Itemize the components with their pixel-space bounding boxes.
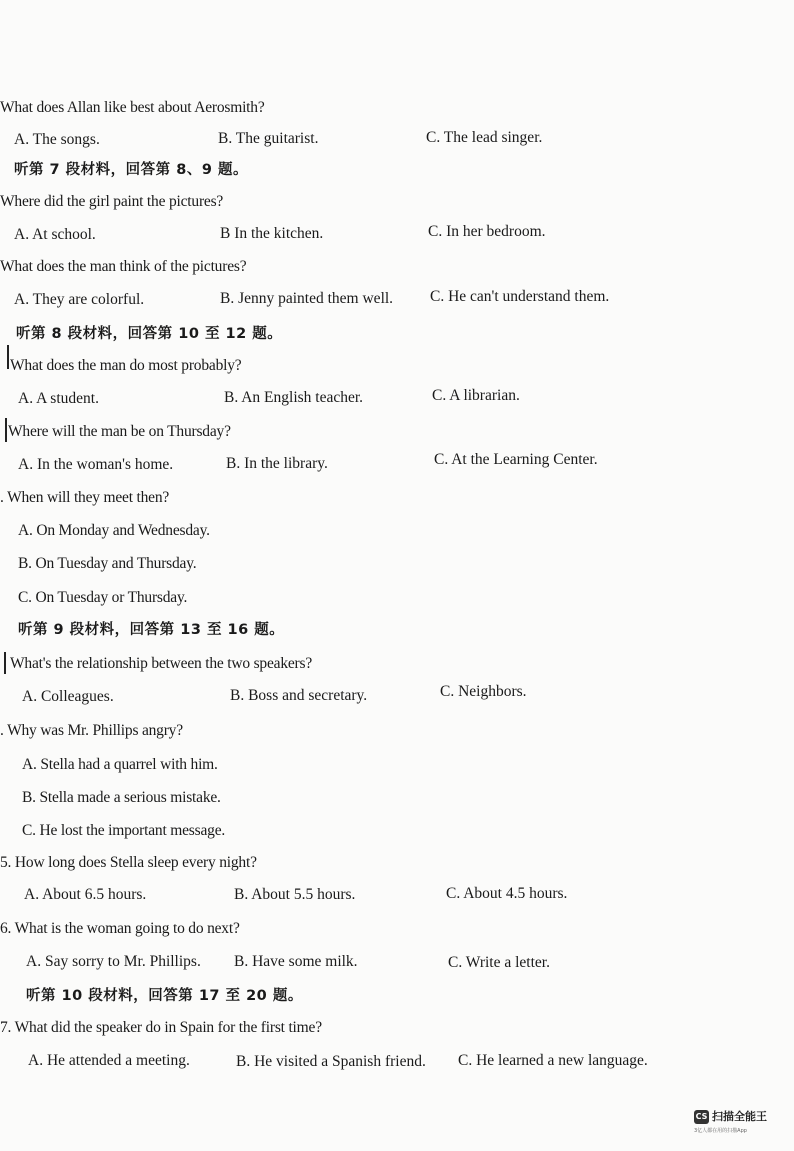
option-b: B. Jenny painted them well. (220, 290, 394, 307)
question-stem: . When will they meet then? (0, 489, 170, 506)
watermark-name: 扫描全能王 (712, 1110, 767, 1123)
option-b: B. He visited a Spanish friend. (236, 1053, 426, 1070)
option-b: B. Boss and secretary. (230, 687, 368, 704)
option-a: A. He attended a meeting. (28, 1052, 190, 1069)
watermark-tagline: 3亿人都在用的扫描App (694, 1128, 747, 1134)
question-stem: What does Allan like best about Aerosmith? (0, 99, 265, 116)
section-heading: 听第 10 段材料，回答第 17 至 20 题。 (26, 988, 303, 1004)
option-c: C. About 4.5 hours. (446, 885, 568, 902)
option-b: B In the kitchen. (220, 225, 324, 242)
question-stem: What does the man do most probably? (10, 357, 242, 374)
option-c: C. He lost the important message. (22, 822, 226, 839)
option-a: A. About 6.5 hours. (24, 886, 147, 903)
option-b: B. Have some milk. (234, 953, 358, 970)
option-a: A. At school. (14, 226, 96, 243)
option-c: C. He learned a new language. (458, 1052, 648, 1069)
camscanner-logo-icon: CS (694, 1110, 709, 1124)
option-c: C. At the Learning Center. (434, 451, 598, 468)
question-stem: Where will the man be on Thursday? (8, 423, 231, 440)
option-a: A. A student. (18, 390, 99, 407)
option-b: B. In the library. (226, 455, 328, 472)
question-stem: What's the relationship between the two speakers? (10, 655, 313, 672)
option-a: A. On Monday and Wednesday. (18, 522, 210, 539)
margin-mark (5, 418, 7, 442)
option-a: A. They are colorful. (14, 291, 145, 308)
option-c: C. Write a letter. (448, 954, 550, 971)
scanner-watermark (694, 1108, 774, 1138)
option-c: C. Neighbors. (440, 683, 527, 700)
option-c: C. In her bedroom. (428, 223, 546, 240)
question-stem: Where did the girl paint the pictures? (0, 193, 224, 210)
option-a: A. The songs. (14, 131, 100, 148)
option-a: A. Colleagues. (22, 688, 114, 705)
question-stem: . Why was Mr. Phillips angry? (0, 722, 183, 739)
option-b: B. On Tuesday and Thursday. (18, 555, 197, 572)
option-b: B. An English teacher. (224, 389, 364, 406)
section-heading: 听第 8 段材料，回答第 10 至 12 题。 (16, 326, 283, 342)
option-b: B. The guitarist. (218, 130, 319, 147)
margin-mark (4, 652, 6, 674)
option-a: A. In the woman's home. (18, 456, 174, 473)
question-stem: 5. How long does Stella sleep every night? (0, 854, 257, 871)
option-a: A. Say sorry to Mr. Phillips. (26, 953, 201, 970)
option-a: A. Stella had a quarrel with him. (22, 756, 218, 773)
option-c: C. He can't understand them. (430, 288, 610, 305)
question-stem: 6. What is the woman going to do next? (0, 920, 240, 937)
question-stem: What does the man think of the pictures? (0, 258, 247, 275)
section-heading: 听第 9 段材料，回答第 13 至 16 题。 (18, 622, 285, 638)
option-c: C. On Tuesday or Thursday. (18, 589, 188, 606)
option-c: C. A librarian. (432, 387, 520, 404)
option-b: B. About 5.5 hours. (234, 886, 356, 903)
option-b: B. Stella made a serious mistake. (22, 789, 221, 806)
margin-mark (7, 345, 9, 369)
option-c: C. The lead singer. (426, 129, 543, 146)
question-stem: 7. What did the speaker do in Spain for the first time? (0, 1019, 322, 1036)
section-heading: 听第 7 段材料，回答第 8、9 题。 (14, 162, 248, 178)
